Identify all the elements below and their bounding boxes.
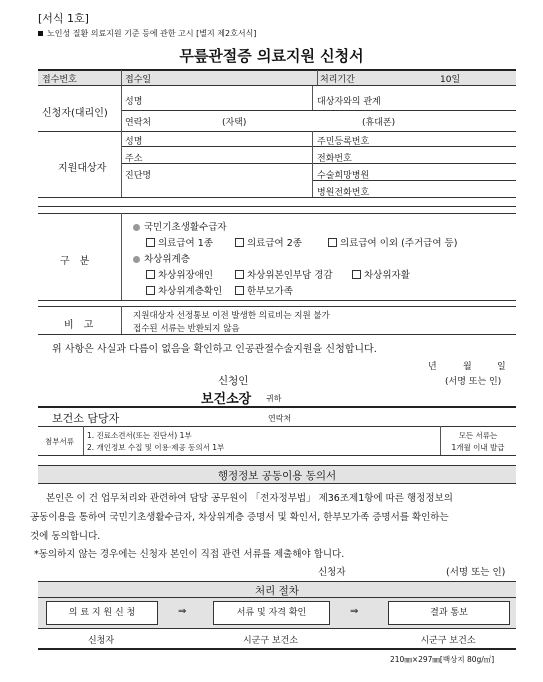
process-step-notify: 결과 통보 (388, 601, 510, 625)
consent-note: *동의하지 않는 경우에는 신청자 본인이 직접 관련 서류를 제출해야 합니다. (34, 549, 345, 560)
group-near-poverty: 차상위계층 (133, 251, 190, 265)
process-actor-review: 시군구 보건소 (242, 636, 299, 646)
option-near-poverty-copay[interactable]: 차상위본인부담 경감 (235, 267, 333, 281)
form-number: [서식 1호] (38, 12, 89, 25)
applicant-mobile-label: (휴대폰) (362, 118, 396, 128)
patient-name-label: 성명 (125, 137, 143, 147)
patient-hospital-label: 수술희망병원 (317, 171, 370, 181)
receipt-date-label: 접수일 (125, 75, 152, 85)
checkbox-icon[interactable] (146, 238, 155, 247)
process-arrow-icon: ⇒ (350, 606, 359, 617)
checkbox-icon[interactable] (235, 286, 244, 295)
process-step-apply: 의 료 지 원 신 청 (46, 601, 158, 625)
date-month-label: 월 (463, 362, 472, 372)
patient-rrn-label: 주민등록번호 (317, 137, 370, 147)
date-day-label: 일 (497, 362, 506, 372)
patient-hospital-phone-label: 병원전화번호 (317, 188, 370, 198)
consent-line-2: 공동이용을 통하여 국민기초생활수급자, 차상위계층 증명서 및 확인서, 한부모가족 증명서를 확인하는 (30, 512, 449, 523)
checkbox-icon[interactable] (328, 238, 337, 247)
remarks-label: 비 고 (64, 320, 94, 331)
process-step-review: 서류 및 자격 확인 (213, 601, 330, 625)
remarks-line-2: 접수된 서류는 반환되지 않음 (133, 324, 240, 334)
patient-phone-label: 전화번호 (317, 154, 352, 164)
option-medical-aid-1[interactable]: 의료급여 1종 (146, 235, 213, 249)
process-actor-applicant: 신청자 (87, 636, 115, 646)
option-near-poverty-selfsupport[interactable]: 차상위자활 (352, 267, 410, 281)
option-other-aid[interactable]: 의료급여 이외 (주거급여 등) (328, 235, 457, 249)
addressee: 보건소장 (201, 392, 252, 407)
receipt-number-label: 접수번호 (42, 75, 77, 85)
document-title: 무릎관절증 의료지원 신청서 (179, 47, 364, 65)
date-year-label: 년 (428, 362, 437, 372)
health-officer-contact-label: 연락처 (268, 414, 292, 423)
bullet-dot-icon (133, 256, 140, 263)
attachment-item-2: 2. 개인정보 수집 및 이용·제공 동의서 1부 (87, 443, 225, 452)
applicant-section-label: 신청자(대리인) (42, 108, 108, 119)
addressee-honorific: 귀하 (266, 394, 282, 403)
process-actor-notify: 시군구 보건소 (420, 636, 476, 646)
checkbox-icon[interactable] (235, 270, 244, 279)
applicant-name-label: 성명 (125, 97, 143, 107)
legal-notice: 노인성 질환 의료지원 기준 등에 관한 고시 [별지 제2호서식] (47, 29, 257, 38)
option-single-parent[interactable]: 한부모가족 (235, 283, 293, 297)
group-basic-livelihood: 국민기초생활수급자 (133, 219, 227, 233)
attachments-label: 첨부서류 (45, 437, 74, 446)
processing-period-value: 10일 (440, 75, 461, 85)
attachment-item-1: 1. 진료소견서(또는 진단서) 1부 (87, 431, 192, 440)
consent-signer-label: 신청자 (318, 567, 346, 578)
applicant-relation-label: 대상자와의 관계 (317, 97, 381, 107)
consent-line-1: 본인은 이 건 업무처리와 관련하여 담당 공무원이 「전자정부법」 제36조제1항에 따른 행정정보의 (46, 493, 453, 504)
checkbox-icon[interactable] (146, 270, 155, 279)
attachment-note-1: 모든 서류는 (458, 431, 498, 440)
patient-section-label: 지원대상자 (58, 163, 107, 174)
category-label: 구 분 (60, 256, 90, 267)
checkbox-icon[interactable] (146, 286, 155, 295)
patient-address-label: 주소 (125, 154, 143, 164)
option-medical-aid-2[interactable]: 의료급여 2종 (235, 235, 302, 249)
attachment-note-2: 1개월 이내 발급 (451, 443, 505, 452)
bullet-dot-icon (133, 224, 140, 231)
paper-spec: 210㎜×297㎜[백상지 80g/㎡] (390, 655, 495, 664)
process-arrow-icon: ⇒ (178, 606, 187, 617)
patient-diagnosis-label: 진단명 (125, 171, 152, 181)
consent-title: 행정정보 공동이용 동의서 (217, 470, 337, 482)
health-officer-label: 보건소 담당자 (52, 412, 120, 425)
applicant-home-label: (자택) (222, 118, 247, 128)
consent-signature-note: (서명 또는 인) (446, 567, 506, 578)
applicant-sign-label: 신청인 (218, 375, 249, 387)
bullet-square-icon (38, 31, 43, 36)
remarks-line-1: 지원대상자 선정통보 이전 발생한 의료비는 지원 불가 (133, 311, 330, 321)
declaration-text: 위 사항은 사실과 다름이 없음을 확인하고 인공관절수술지원을 신청합니다. (52, 344, 377, 355)
process-title: 처리 절차 (255, 585, 299, 597)
checkbox-icon[interactable] (352, 270, 361, 279)
option-near-poverty-disabled[interactable]: 차상위장애인 (146, 267, 213, 281)
checkbox-icon[interactable] (235, 238, 244, 247)
processing-period-label: 처리기간 (320, 75, 355, 85)
applicant-signature-note: (서명 또는 인) (445, 377, 502, 387)
consent-line-3: 것에 동의합니다. (30, 531, 101, 542)
applicant-contact-label: 연락처 (125, 118, 152, 128)
option-near-poverty-confirm[interactable]: 차상위계층확인 (146, 283, 222, 297)
